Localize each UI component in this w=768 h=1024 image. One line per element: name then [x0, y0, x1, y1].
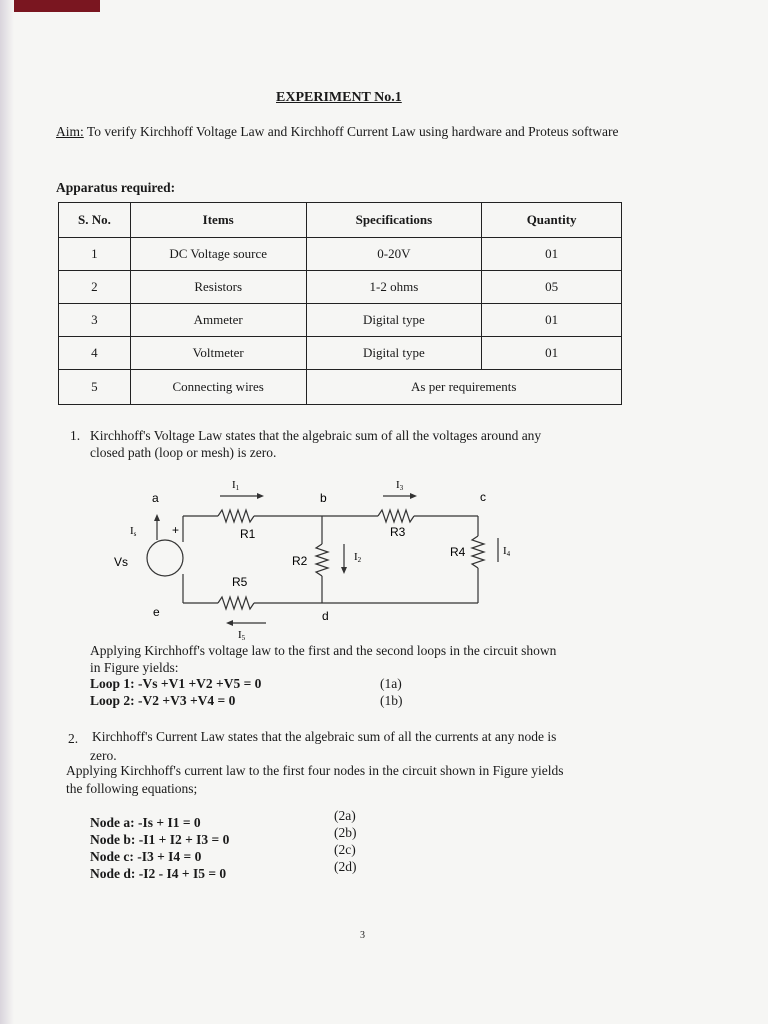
arrowhead-i1: [257, 493, 264, 499]
column-header-items: Items: [130, 203, 306, 238]
aim-label: Aim:: [56, 124, 84, 139]
kvl-statement-line1: Kirchhoff's Voltage Law states that the algebraic sum of all the voltages around any: [90, 428, 542, 443]
resistor-r4-symbol: [472, 536, 484, 568]
cell-spec: 1-2 ohms: [306, 271, 482, 304]
cell-quantity: 05: [482, 271, 622, 304]
resistor-r2-symbol: [316, 544, 328, 576]
aim-statement: [56, 124, 618, 140]
kcl-number: 2.: [68, 731, 79, 746]
cell-sno: 2: [59, 271, 131, 304]
kvl-statement-line2: closed path (loop or mesh) is zero.: [90, 445, 277, 460]
cell-item: Connecting wires: [130, 370, 306, 405]
node-a-tag: (2a): [334, 808, 356, 823]
column-header-sno: S. No.: [59, 203, 131, 238]
table-row: [59, 271, 622, 304]
cell-quantity: 01: [482, 337, 622, 370]
cell-spec: Digital type: [306, 337, 482, 370]
node-b-tag: (2b): [334, 825, 357, 840]
cell-spec-merged: As per requirements: [306, 370, 621, 405]
resistor-r1-symbol: [218, 510, 254, 522]
cell-sno: 1: [59, 238, 131, 271]
current-label-is: Is: [130, 525, 137, 538]
node-c-equation: Node c: -I3 + I4 = 0: [90, 849, 202, 864]
kcl-apply-line1: Applying Kirchhoff's current law to the first four nodes in the circuit shown in Figure yields: [66, 763, 564, 778]
kcl-apply-line2: the following equations;: [66, 781, 198, 796]
cell-spec: Digital type: [306, 304, 482, 337]
table-header-row: [59, 203, 622, 238]
page-shadow-edge: [0, 0, 14, 1024]
cell-item: Resistors: [130, 271, 306, 304]
node-label-d: d: [322, 609, 329, 623]
cell-quantity: 01: [482, 238, 622, 271]
resistor-label-r5: R5: [232, 575, 248, 589]
binder-corner-mark: [0, 0, 100, 12]
cell-sno: 5: [59, 370, 131, 405]
node-b-equation: Node b: -I1 + I2 + I3 = 0: [90, 832, 230, 847]
arrowhead-is: [154, 514, 160, 521]
cell-item: Voltmeter: [130, 337, 306, 370]
kvl-apply-line2: in Figure yields:: [90, 660, 179, 675]
kcl-statement-line2: zero.: [90, 748, 117, 763]
current-label-i1: I1: [232, 479, 240, 492]
apparatus-table: [58, 202, 622, 405]
current-label-i4: I4: [503, 545, 510, 558]
table-row: [59, 337, 622, 370]
loop1-tag: (1a): [380, 676, 402, 691]
apparatus-heading: Apparatus required:: [56, 180, 176, 195]
resistor-label-r2: R2: [292, 554, 308, 568]
node-a-equation: Node a: -Is + I1 = 0: [90, 815, 201, 830]
resistor-r3-symbol: [378, 510, 414, 522]
table-row: [59, 304, 622, 337]
cell-item: Ammeter: [130, 304, 306, 337]
page-number: 3: [360, 930, 365, 941]
circuit-diagram: [100, 472, 510, 642]
column-header-quantity: Quantity: [482, 203, 622, 238]
resistor-r5-symbol: [218, 597, 254, 609]
aim-text: To verify Kirchhoff Voltage Law and Kirchhoff Current Law using hardware and Proteus software: [86, 124, 619, 139]
arrowhead-i5: [226, 620, 233, 626]
resistor-label-r1: R1: [240, 527, 256, 541]
cell-sno: 4: [59, 337, 131, 370]
experiment-title: EXPERIMENT No.1: [276, 90, 402, 105]
loop1-equation: Loop 1: -Vs +V1 +V2 +V5 = 0: [90, 676, 262, 691]
resistor-label-r3: R3: [390, 525, 406, 539]
node-c-tag: (2c): [334, 842, 356, 857]
node-label-e: e: [153, 605, 160, 619]
voltage-source-symbol: [147, 540, 183, 576]
cell-item: DC Voltage source: [130, 238, 306, 271]
resistor-label-r4: R4: [450, 545, 466, 559]
cell-sno: 3: [59, 304, 131, 337]
loop2-tag: (1b): [380, 693, 403, 708]
source-polarity-plus: +: [172, 523, 180, 537]
current-label-i2: I2: [354, 551, 362, 564]
node-label-b: b: [320, 491, 327, 505]
kcl-statement-line1: Kirchhoff's Current Law states that the algebraic sum of all the currents at any node is: [92, 729, 557, 744]
current-label-i3: I3: [396, 479, 404, 492]
current-label-i5: I5: [238, 629, 246, 642]
table-row: [59, 370, 622, 405]
cell-quantity: 01: [482, 304, 622, 337]
kvl-apply-line1: Applying Kirchhoff's voltage law to the first and the second loops in the circuit shown: [90, 643, 557, 658]
node-label-a: a: [152, 491, 159, 505]
node-label-c: c: [480, 490, 486, 504]
node-d-tag: (2d): [334, 859, 357, 874]
column-header-specifications: Specifications: [306, 203, 482, 238]
kvl-number: 1.: [70, 428, 81, 443]
loop2-equation: Loop 2: -V2 +V3 +V4 = 0: [90, 693, 236, 708]
cell-spec: 0-20V: [306, 238, 482, 271]
arrowhead-i3: [410, 493, 417, 499]
node-d-equation: Node d: -I2 - I4 + I5 = 0: [90, 866, 227, 881]
table-row: [59, 238, 622, 271]
arrowhead-i2: [341, 567, 347, 574]
source-label-vs: Vs: [114, 555, 129, 569]
